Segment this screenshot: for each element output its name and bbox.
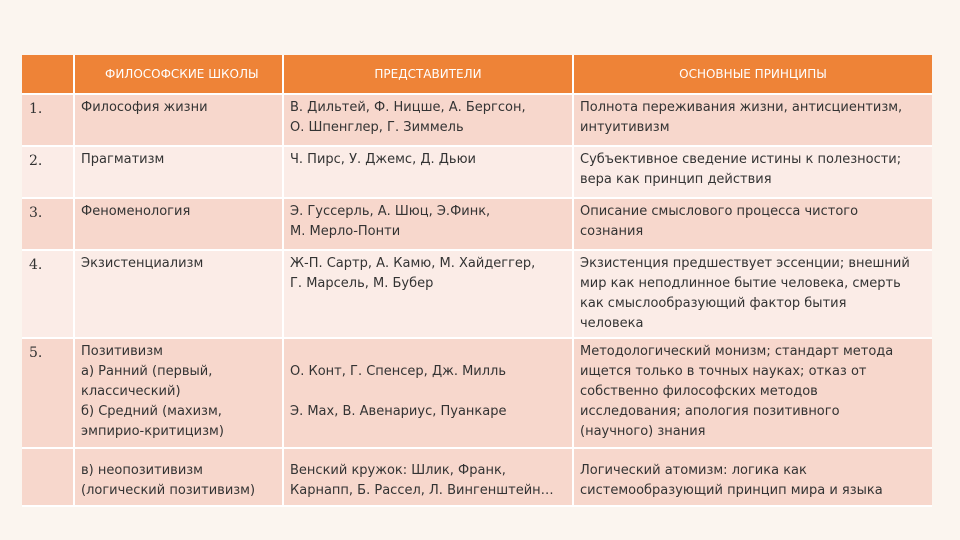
principles-cell [574,199,932,251]
school-line: б) Средний (махизм, [81,404,222,419]
school-line: классический) [81,384,181,399]
representatives-line: Карнапп, Б. Рассел, Л. Вингенштейн… [290,483,554,498]
representatives-cell [284,147,574,199]
table-row [22,199,932,251]
representatives-line: Ч. Пирс, У. Джемс, Д. Дьюи [290,152,476,167]
representatives-cell [284,251,574,339]
principles-line: как смыслообразующий фактор бытия [580,296,847,311]
school-cell [75,449,284,507]
representatives-line: Венский кружок: Шлик, Франк, [290,463,506,478]
row-number [22,449,75,507]
principles-line: вера как принцип действия [580,172,772,187]
row-number: 1. [22,95,75,147]
school-line: а) Ранний (первый, [81,364,213,379]
row-number: 2. [22,147,75,199]
representatives-cell [284,339,574,449]
principles-cell [574,95,932,147]
table-row [22,251,932,339]
school-name: Философия жизни [75,95,284,147]
table-row [22,449,932,507]
table-header-row [22,55,932,95]
representatives-line: Г. Марсель, М. Бубер [290,276,434,291]
principles-line: сознания [580,224,644,239]
principles-line: Субъективное сведение истины к полезности; [580,152,902,167]
representatives-cell [284,95,574,147]
school-name: Феноменология [75,199,284,251]
representatives-cell [284,449,574,507]
school-cell [75,339,284,449]
principles-line: системообразующий принцип мира и языка [580,483,883,498]
header-number [22,55,75,95]
principles-cell [574,147,932,199]
principles-line: Описание смыслового процесса чистого [580,204,859,219]
school-line: эмпирио-критицизм) [81,424,224,439]
table-row [22,95,932,147]
principles-line: собственно философских методов [580,384,818,399]
principles-line: исследования; апология позитивного [580,404,840,419]
header-representatives: ПРЕДСТАВИТЕЛИ [284,55,574,95]
representatives-line: Э. Гуссерль, А. Шюц, Э.Финк, [290,204,491,219]
principles-line: человека [580,316,644,331]
header-principles: ОСНОВНЫЕ ПРИНЦИПЫ [574,55,932,95]
principles-line: Полнота переживания жизни, антисциентизм, [580,100,903,115]
row-number: 5. [22,339,75,449]
school-name: Прагматизм [75,147,284,199]
principles-line: интуитивизм [580,120,670,135]
representatives-line: Ж-П. Сартр, А. Камю, М. Хайдеггер, [290,256,536,271]
row-number: 4. [22,251,75,339]
school-line: Позитивизм [81,344,163,359]
principles-cell [574,449,932,507]
representatives-line: О. Шпенглер, Г. Зиммель [290,120,464,135]
row-number: 3. [22,199,75,251]
school-line: в) неопозитивизм [81,463,203,478]
school-name: Экзистенциализм [75,251,284,339]
principles-line: Методологический монизм; стандарт метода [580,344,894,359]
table-row [22,147,932,199]
representatives-line: Э. Мах, В. Авенариус, Пуанкаре [290,404,507,419]
principles-line: Логический атомизм: логика как [580,463,807,478]
representatives-cell [284,199,574,251]
school-line: (логический позитивизм) [81,483,256,498]
representatives-line: О. Конт, Г. Спенсер, Дж. Милль [290,364,507,379]
representatives-line: М. Мерло-Понти [290,224,401,239]
header-school: ФИЛОСОФСКИЕ ШКОЛЫ [75,55,284,95]
principles-line: мир как неподлинное бытие человека, смерть [580,276,901,291]
principles-line: Экзистенция предшествует эссенции; внешний [580,256,910,271]
principles-cell [574,251,932,339]
principles-line: (научного) знания [580,424,706,439]
principles-line: ищется только в точных науках; отказ от [580,364,867,379]
representatives-line: В. Дильтей, Ф. Ницше, А. Бергсон, [290,100,526,115]
principles-cell [574,339,932,449]
table-row [22,339,932,449]
philosophy-schools-table [22,55,932,507]
